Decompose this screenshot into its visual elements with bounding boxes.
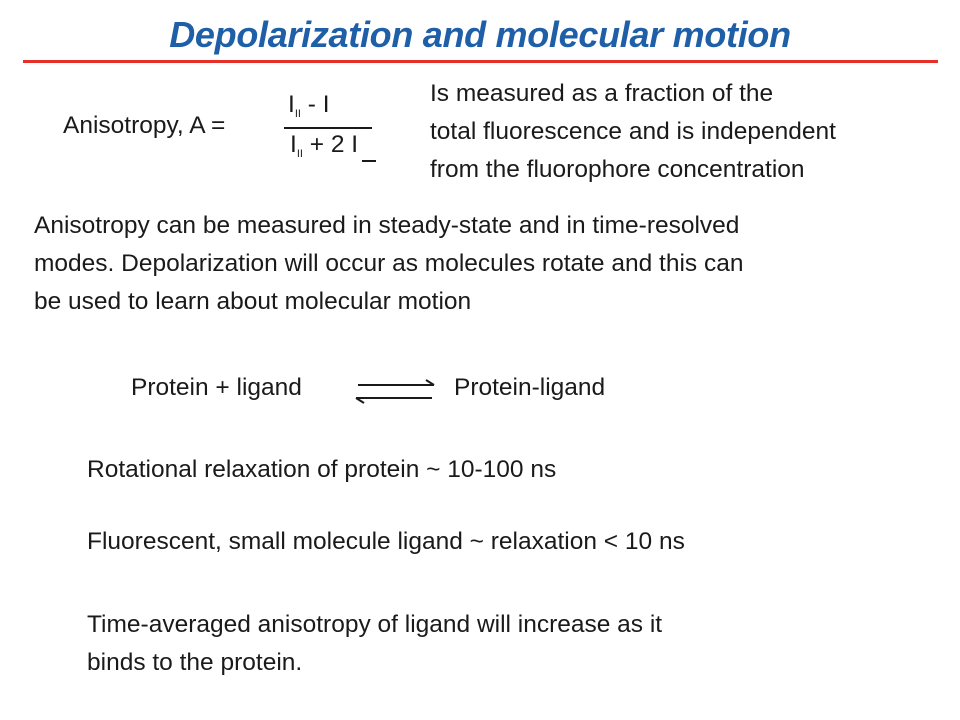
paragraph-line: Anisotropy can be measured in steady-state and in time-resolved [34, 212, 740, 239]
conclusion-line: binds to the protein. [87, 649, 303, 676]
denominator-i: I [290, 131, 297, 158]
equilibrium-arrows-icon [350, 374, 440, 410]
anisotropy-note [430, 75, 836, 189]
conclusion-text [87, 606, 662, 682]
note-line: from the fluorophore concentration [430, 156, 805, 183]
denominator-rest: + 2 I [302, 131, 359, 158]
formula-numerator [288, 91, 330, 120]
note-line: Is measured as a fraction of the [430, 80, 774, 107]
slide-title: Depolarization and molecular motion [169, 14, 791, 55]
equilibrium-reactants: Protein + ligand [131, 374, 302, 401]
note-line: total fluorescence and is independent [430, 118, 836, 145]
perpendicular-symbol [362, 160, 376, 162]
protein-relaxation-text: Rotational relaxation of protein ~ 10-100 ns [87, 456, 557, 483]
formula-denominator [290, 131, 358, 160]
numerator-rest: - I [300, 91, 330, 118]
numerator-parallel-subscript: II [294, 108, 301, 120]
numerator-i: I [288, 91, 295, 118]
anisotropy-paragraph [34, 207, 743, 321]
anisotropy-label: Anisotropy, A = [63, 112, 226, 139]
paragraph-line: be used to learn about molecular motion [34, 288, 472, 315]
fraction-bar [284, 127, 372, 129]
denominator-parallel-subscript: II [296, 148, 303, 160]
conclusion-line: Time-averaged anisotropy of ligand will increase as it [87, 611, 663, 638]
paragraph-line: modes. Depolarization will occur as molecules rotate and this can [34, 250, 744, 277]
title-underline [23, 60, 938, 63]
ligand-relaxation-text: Fluorescent, small molecule ligand ~ relaxation < 10 ns [87, 528, 685, 555]
equilibrium-product: Protein-ligand [454, 374, 606, 401]
